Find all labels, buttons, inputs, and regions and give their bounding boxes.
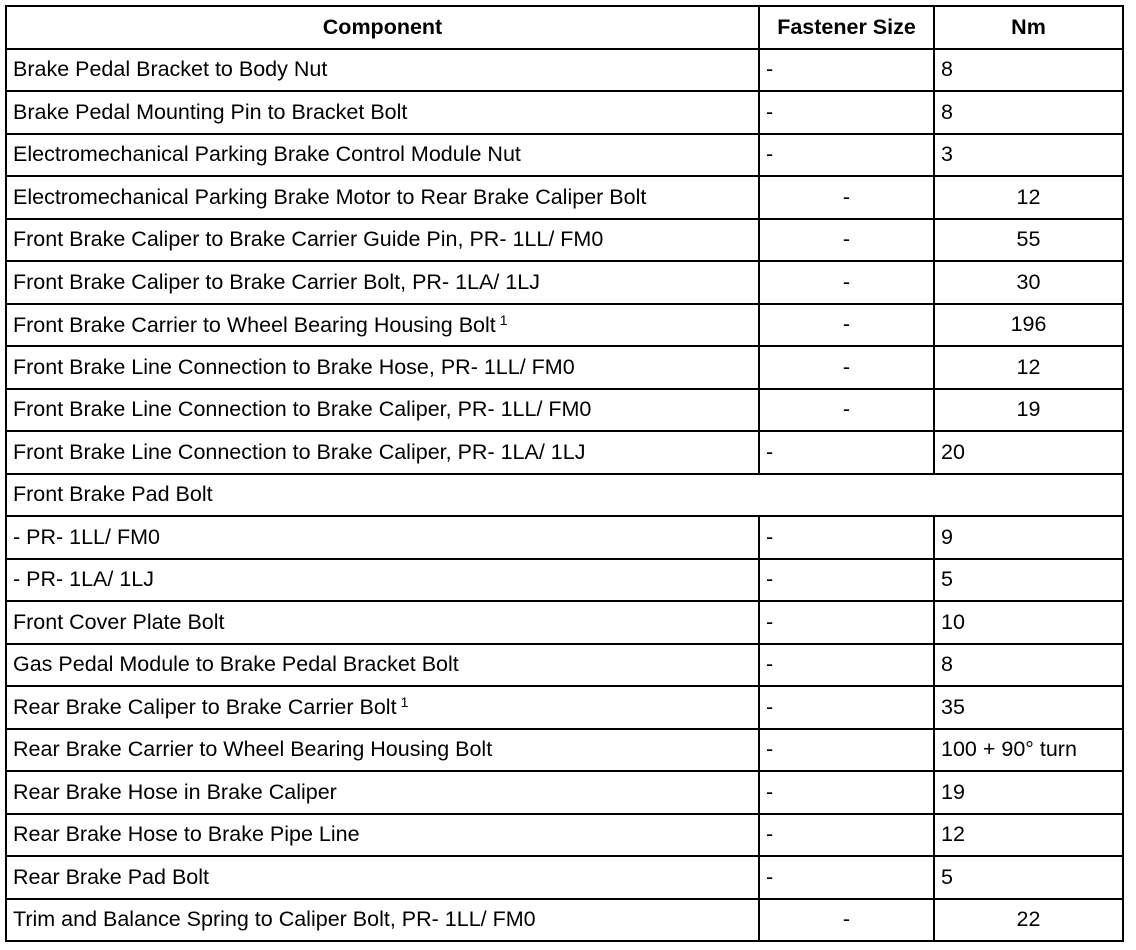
torque-nm-cell: 20 bbox=[934, 431, 1123, 474]
fastener-size-cell: - bbox=[759, 176, 934, 219]
component-cell bbox=[6, 814, 759, 857]
torque-nm-cell: 8 bbox=[934, 644, 1123, 687]
table-row bbox=[6, 601, 1123, 644]
fastener-size-cell: - bbox=[759, 771, 934, 814]
fastener-size-cell: - bbox=[759, 856, 934, 899]
torque-nm-cell: 3 bbox=[934, 134, 1123, 177]
component-cell bbox=[6, 346, 759, 389]
component-label: Front Brake Line Connection to Brake Caliper, PR- 1LL/ FM0 bbox=[13, 397, 592, 422]
header-row bbox=[6, 6, 1123, 49]
component-label: Front Brake Line Connection to Brake Hose, PR- 1LL/ FM0 bbox=[13, 354, 575, 379]
fastener-size-cell: - bbox=[759, 261, 934, 304]
component-label: Front Brake Caliper to Brake Carrier Bolt, PR- 1LA/ 1LJ bbox=[13, 269, 540, 294]
component-cell bbox=[6, 856, 759, 899]
component-cell bbox=[6, 389, 759, 432]
fastener-size-cell: - bbox=[759, 134, 934, 177]
torque-nm-cell: 30 bbox=[934, 261, 1123, 304]
component-label: - PR- 1LA/ 1LJ bbox=[13, 567, 154, 592]
table-row bbox=[6, 431, 1123, 474]
table-row bbox=[6, 49, 1123, 92]
table-row bbox=[6, 644, 1123, 687]
fastener-size-cell: - bbox=[759, 389, 934, 432]
table-body bbox=[6, 49, 1123, 942]
component-cell bbox=[6, 729, 759, 772]
fastener-size-cell: - bbox=[759, 431, 934, 474]
component-label: Trim and Balance Spring to Caliper Bolt, PR- 1LL/ FM0 bbox=[13, 907, 536, 932]
table-row bbox=[6, 771, 1123, 814]
component-cell bbox=[6, 516, 759, 559]
table-row bbox=[6, 346, 1123, 389]
group-heading-cell: Front Brake Pad Bolt bbox=[6, 474, 1123, 517]
table-row bbox=[6, 134, 1123, 177]
fastener-size-cell: - bbox=[759, 346, 934, 389]
component-cell bbox=[6, 644, 759, 687]
fastener-size-cell: - bbox=[759, 644, 934, 687]
torque-nm-cell: 22 bbox=[934, 899, 1123, 942]
table-row bbox=[6, 686, 1123, 729]
torque-nm-cell: 55 bbox=[934, 219, 1123, 262]
component-cell bbox=[6, 431, 759, 474]
component-cell bbox=[6, 49, 759, 92]
torque-nm-cell: 19 bbox=[934, 771, 1123, 814]
torque-nm-cell: 100 + 90° turn bbox=[934, 729, 1123, 772]
component-cell bbox=[6, 304, 759, 347]
torque-nm-cell: 35 bbox=[934, 686, 1123, 729]
component-cell bbox=[6, 261, 759, 304]
component-label: Brake Pedal Mounting Pin to Bracket Bolt bbox=[13, 99, 408, 124]
fastener-size-cell: - bbox=[759, 814, 934, 857]
component-cell bbox=[6, 686, 759, 729]
fastener-size-cell: - bbox=[759, 516, 934, 559]
table-group-row bbox=[6, 474, 1123, 517]
component-label: Rear Brake Hose in Brake Caliper bbox=[13, 779, 337, 804]
torque-nm-cell: 8 bbox=[934, 49, 1123, 92]
fastener-size-cell: - bbox=[759, 91, 934, 134]
footnote-marker: 1 bbox=[400, 694, 409, 711]
component-cell bbox=[6, 176, 759, 219]
component-label: Electromechanical Parking Brake Motor to Rear Brake Caliper Bolt bbox=[13, 184, 647, 209]
fastener-size-cell: - bbox=[759, 49, 934, 92]
table-row bbox=[6, 899, 1123, 942]
torque-nm-cell: 12 bbox=[934, 346, 1123, 389]
table-row bbox=[6, 516, 1123, 559]
component-cell bbox=[6, 219, 759, 262]
component-label: Brake Pedal Bracket to Body Nut bbox=[13, 57, 328, 82]
table-row bbox=[6, 219, 1123, 262]
torque-nm-cell: 9 bbox=[934, 516, 1123, 559]
component-label: Rear Brake Hose to Brake Pipe Line bbox=[13, 822, 360, 847]
torque-nm-cell: 196 bbox=[934, 304, 1123, 347]
component-label: Rear Brake Carrier to Wheel Bearing Housing Bolt bbox=[13, 737, 493, 762]
component-cell bbox=[6, 91, 759, 134]
table-row bbox=[6, 729, 1123, 772]
torque-specification-table bbox=[5, 5, 1124, 942]
header-fastener-size: Fastener Size bbox=[759, 6, 934, 49]
component-label: Front Cover Plate Bolt bbox=[13, 609, 225, 634]
fastener-size-cell: - bbox=[759, 601, 934, 644]
header-nm: Nm bbox=[934, 6, 1123, 49]
table-row bbox=[6, 176, 1123, 219]
torque-nm-cell: 8 bbox=[934, 91, 1123, 134]
component-cell bbox=[6, 134, 759, 177]
component-cell bbox=[6, 771, 759, 814]
table-row bbox=[6, 856, 1123, 899]
table-row bbox=[6, 559, 1123, 602]
component-cell bbox=[6, 559, 759, 602]
component-label: Front Brake Caliper to Brake Carrier Guide Pin, PR- 1LL/ FM0 bbox=[13, 227, 604, 252]
component-label: - PR- 1LL/ FM0 bbox=[13, 524, 160, 549]
torque-nm-cell: 5 bbox=[934, 856, 1123, 899]
component-cell bbox=[6, 899, 759, 942]
torque-nm-cell: 10 bbox=[934, 601, 1123, 644]
torque-nm-cell: 5 bbox=[934, 559, 1123, 602]
torque-nm-cell: 12 bbox=[934, 814, 1123, 857]
header-component: Component bbox=[6, 6, 759, 49]
table-row bbox=[6, 91, 1123, 134]
fastener-size-cell: - bbox=[759, 219, 934, 262]
fastener-size-cell: - bbox=[759, 686, 934, 729]
footnote-marker: 1 bbox=[499, 311, 508, 328]
fastener-size-cell: - bbox=[759, 304, 934, 347]
component-label: Rear Brake Caliper to Brake Carrier Bolt bbox=[13, 695, 397, 720]
component-label: Front Brake Line Connection to Brake Caliper, PR- 1LA/ 1LJ bbox=[13, 439, 586, 464]
component-label: Front Brake Carrier to Wheel Bearing Housing Bolt bbox=[13, 312, 496, 337]
component-label: Electromechanical Parking Brake Control Module Nut bbox=[13, 142, 521, 167]
table-row bbox=[6, 304, 1123, 347]
component-label: Gas Pedal Module to Brake Pedal Bracket Bolt bbox=[13, 652, 459, 677]
fastener-size-cell: - bbox=[759, 559, 934, 602]
table-header bbox=[6, 6, 1123, 49]
torque-nm-cell: 12 bbox=[934, 176, 1123, 219]
fastener-size-cell: - bbox=[759, 729, 934, 772]
fastener-size-cell: - bbox=[759, 899, 934, 942]
component-cell bbox=[6, 601, 759, 644]
table-row bbox=[6, 814, 1123, 857]
component-label: Rear Brake Pad Bolt bbox=[13, 864, 209, 889]
torque-nm-cell: 19 bbox=[934, 389, 1123, 432]
table-row bbox=[6, 261, 1123, 304]
table-row bbox=[6, 389, 1123, 432]
